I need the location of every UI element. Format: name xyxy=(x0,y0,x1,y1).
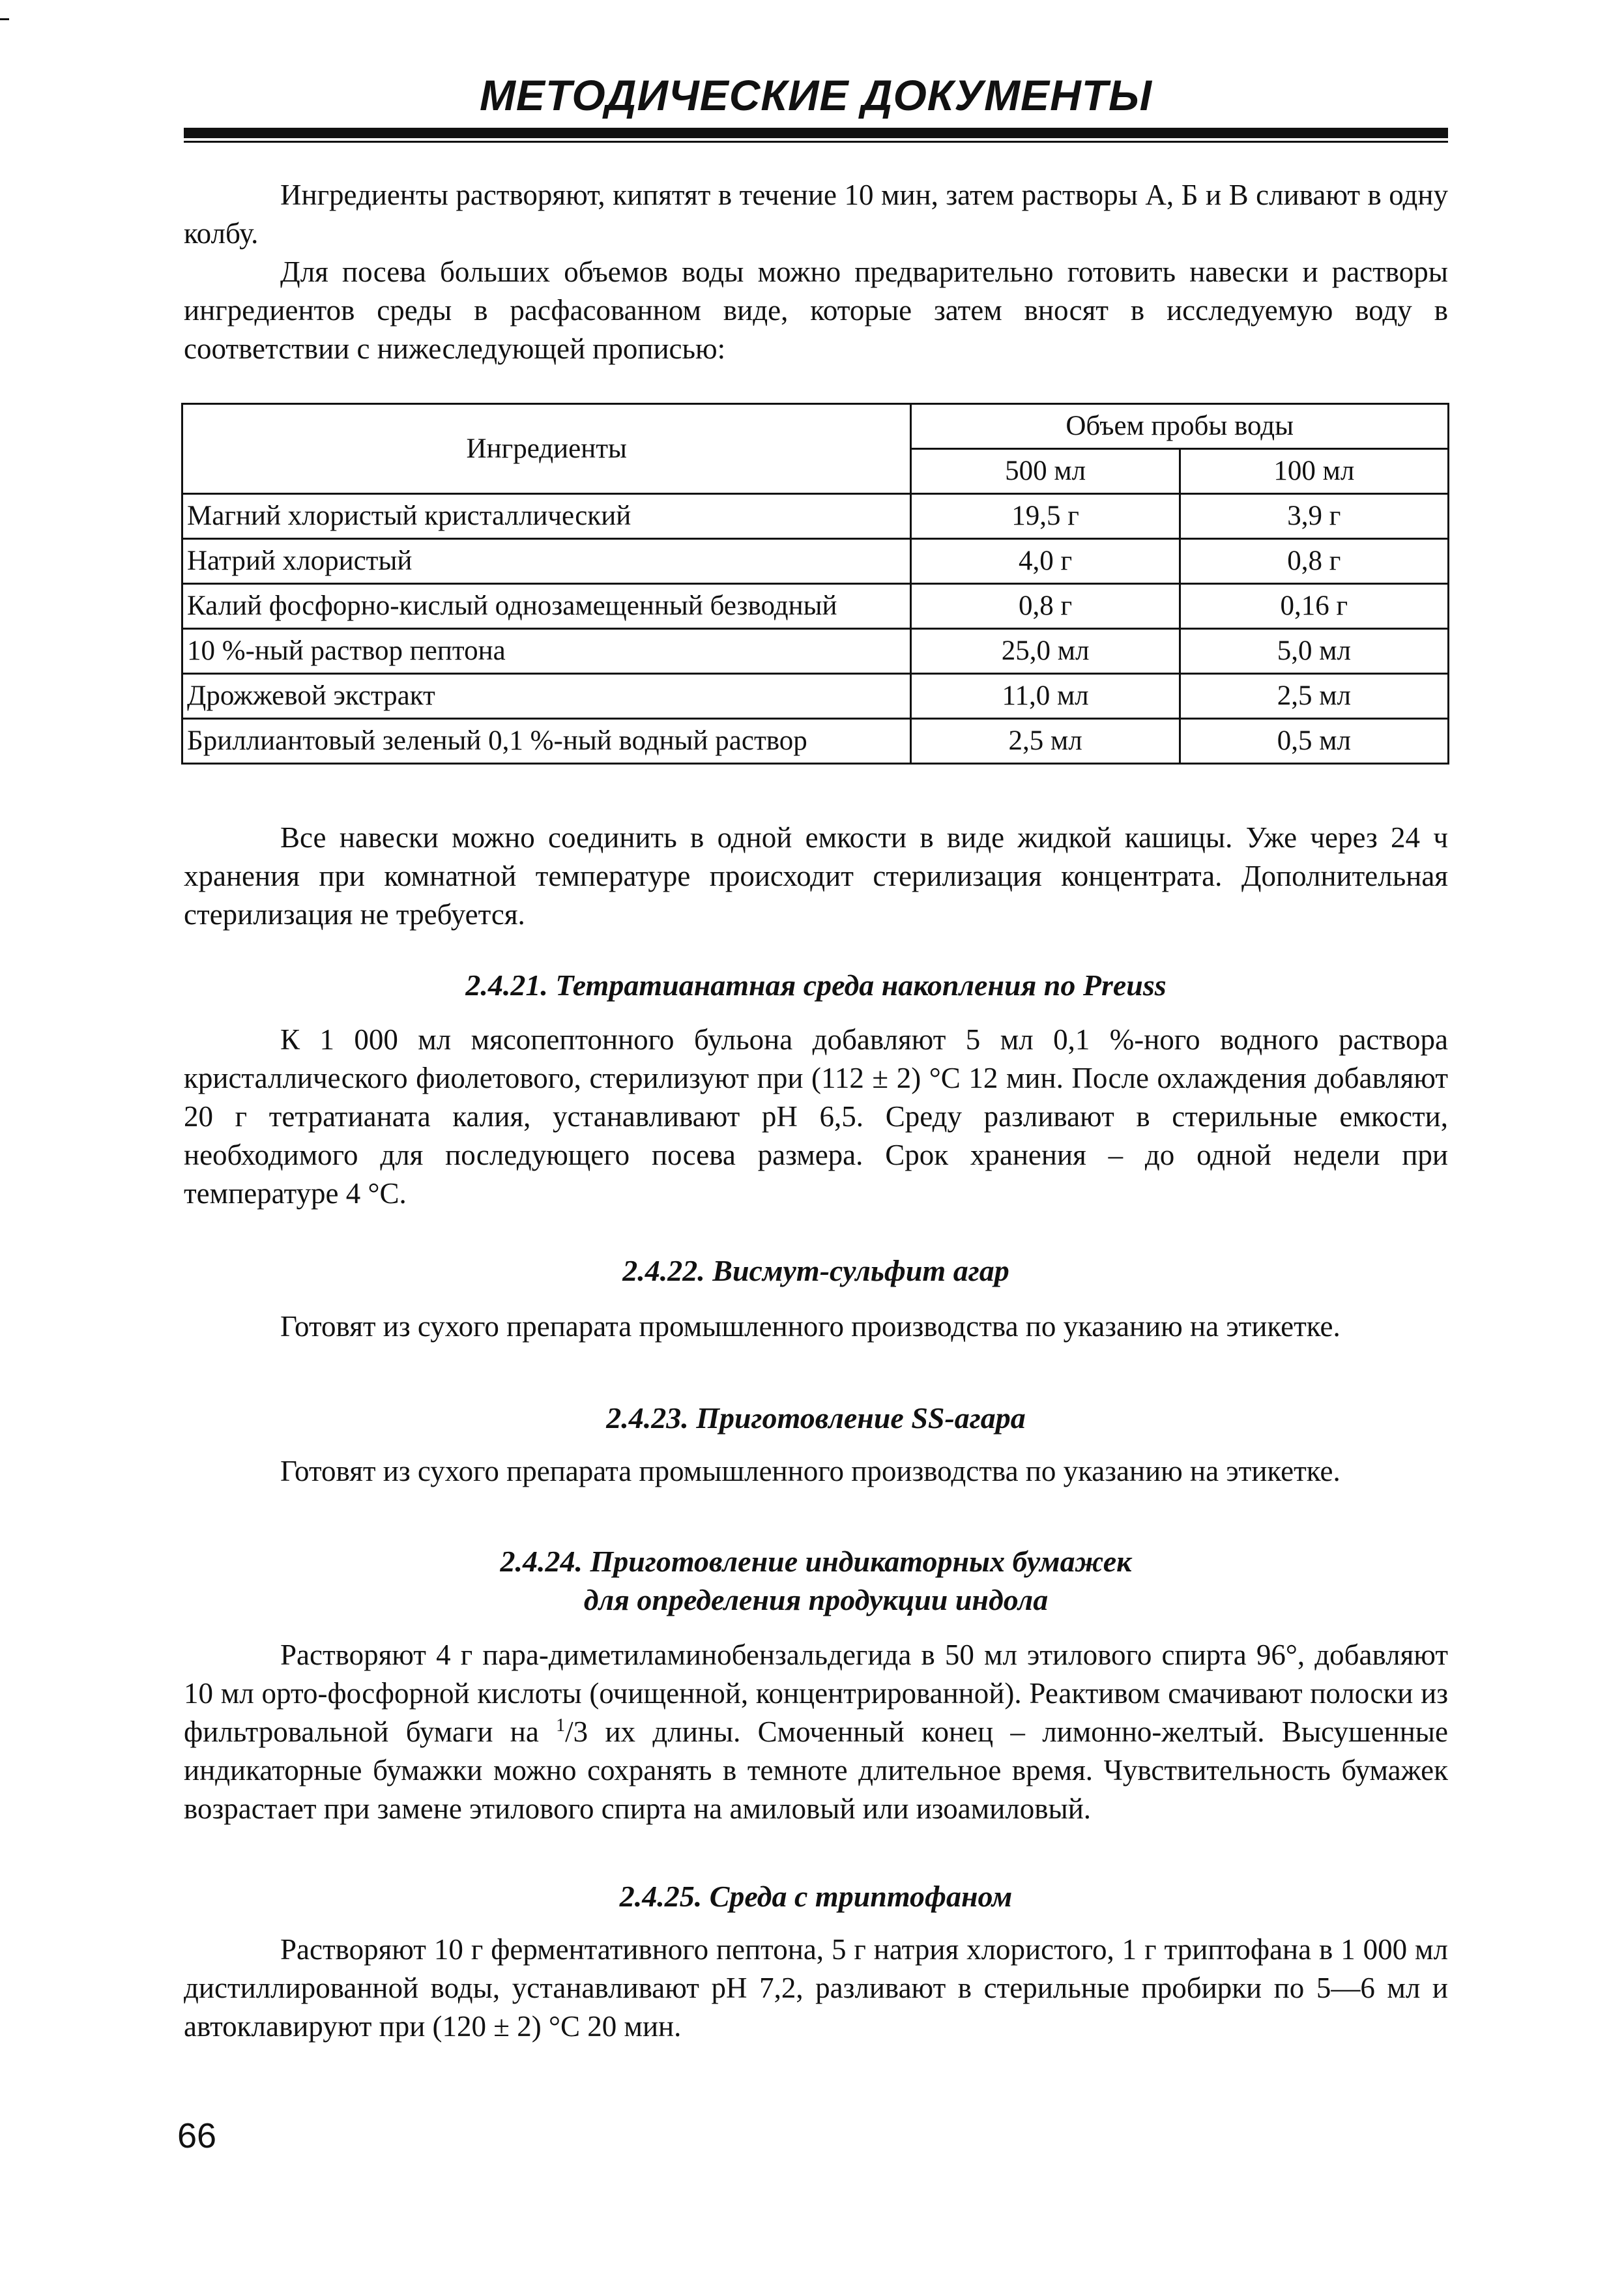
table-row xyxy=(182,584,1449,629)
section-2424-heading-line-2: для определения продукции индола xyxy=(583,1583,1049,1616)
section-2423-text xyxy=(184,1452,1448,1491)
header-rule-thin xyxy=(184,141,1448,143)
table-row xyxy=(182,539,1449,584)
header-100ml: 100 мл xyxy=(1180,449,1448,494)
header-500ml: 500 мл xyxy=(911,449,1180,494)
section-2421-heading: 2.4.21. Тетратианатная среда накопления по Preuss xyxy=(465,969,1167,1002)
table-row xyxy=(182,719,1449,764)
running-header: МЕТОДИЧЕСКИЕ ДОКУМЕНТЫ xyxy=(479,71,1153,119)
ingredient-100: 2,5 мл xyxy=(1180,674,1448,719)
ingredient-500: 25,0 мл xyxy=(911,629,1180,674)
header-rule-thick xyxy=(184,128,1448,138)
section-2425-paragraph: Растворяют 10 г ферментативного пептона, 5 г натрия хлористого, 1 г триптофана в 1 000 мл дистиллированной воды, устанавливают рН 7,2, разливают в стерильные пробирки по 5—6 мл и автоклавируют при (120 ± 2) °С 20 мин. xyxy=(184,1933,1448,2043)
section-2423-paragraph: Готовят из сухого препарата промышленного производства по указанию на этикетке. xyxy=(280,1455,1341,1487)
ingredient-name: 10 %-ный раствор пептона xyxy=(182,629,911,674)
ingredient-name: Магний хлористый кристаллический xyxy=(182,494,911,539)
ingredient-100: 0,16 г xyxy=(1180,584,1448,629)
ingredient-500: 2,5 мл xyxy=(911,719,1180,764)
intro-text xyxy=(184,176,1448,368)
ingredients-table xyxy=(181,403,1449,765)
section-2421-text xyxy=(184,1021,1448,1213)
section-2424-heading-line-1: 2.4.24. Приготовление индикаторных бумажек xyxy=(500,1545,1132,1578)
intro-paragraph-1: Ингредиенты растворяют, кипятят в течение 10 мин, затем растворы А, Б и В сливают в одну колбу. xyxy=(184,179,1448,250)
section-2422-paragraph: Готовят из сухого препарата промышленного производства по указанию на этикетке. xyxy=(280,1310,1341,1343)
ingredient-name: Калий фосфорно-кислый однозамещенный безводный xyxy=(182,584,911,629)
intro-paragraph-2: Для посева больших объемов воды можно предварительно готовить навески и растворы ингредиентов среды в расфасованном виде, которые затем вносят в исследуемую воду в соответствии с нижеследующей прописью: xyxy=(184,255,1448,365)
ingredient-100: 3,9 г xyxy=(1180,494,1448,539)
section-2422-heading: 2.4.22. Висмут-сульфит агар xyxy=(622,1254,1009,1287)
section-2424-text xyxy=(184,1636,1448,1828)
table-header-row xyxy=(182,404,1449,449)
section-2424-paragraph xyxy=(184,1636,1448,1828)
section-2424-text-a: Растворяют 4 г пара-диметиламинобензальдегида в 50 мл этилового спирта 96°, добавляют 10 мл орто-фосфорной кислоты (очищенной, концентрированной). Реактивом смачивают полоски из фильтровальной бумаги на xyxy=(184,1639,1448,1748)
section-2423-heading: 2.4.23. Приготовление SS-агара xyxy=(606,1401,1026,1435)
fraction-denominator: /3 xyxy=(565,1715,588,1748)
corner-mark xyxy=(0,18,9,20)
page-number: 66 xyxy=(177,2116,217,2155)
section-2421-paragraph: К 1 000 мл мясопептонного бульона добавляют 5 мл 0,1 %-ного водного раствора кристаллического фиолетового, стерилизуют при (112 ± 2) °С 12 мин. После охлаждения добавляют 20 г тетратианата калия, устанавливают рН 6,5. Среду разливают в стерильные емкости, необходимого для последующего посева размера. Срок хранения – до одной недели при температуре 4 °С. xyxy=(184,1023,1448,1210)
header-volume: Объем пробы воды xyxy=(911,404,1449,449)
ingredient-500: 0,8 г xyxy=(911,584,1180,629)
section-2425-text xyxy=(184,1931,1448,2046)
ingredient-100: 5,0 мл xyxy=(1180,629,1448,674)
ingredient-500: 4,0 г xyxy=(911,539,1180,584)
table-row xyxy=(182,494,1449,539)
ingredient-name: Дрожжевой экстракт xyxy=(182,674,911,719)
section-2424-text-b: их длины. Смоченный конец – лимонно-желтый. Высушенные индикаторные бумажки можно сохранять в темноте длительное время. Чувствительность бумажек возрастает при замене этилового спирта на амиловый или изоамиловый. xyxy=(184,1715,1448,1825)
ingredient-name: Бриллиантовый зеленый 0,1 %-ный водный раствор xyxy=(182,719,911,764)
ingredient-500: 11,0 мл xyxy=(911,674,1180,719)
section-2424-heading xyxy=(184,1542,1448,1619)
ingredient-500: 19,5 г xyxy=(911,494,1180,539)
ingredient-100: 0,5 мл xyxy=(1180,719,1448,764)
ingredient-name: Натрий хлористый xyxy=(182,539,911,584)
ingredient-100: 0,8 г xyxy=(1180,539,1448,584)
table-row xyxy=(182,674,1449,719)
section-2422-text xyxy=(184,1307,1448,1346)
section-2425-heading: 2.4.25. Среда с триптофаном xyxy=(619,1880,1013,1913)
after-table-paragraph: Все навески можно соединить в одной емкости в виде жидкой кашицы. Уже через 24 ч хранения при комнатной температуре происходит стерилизация концентрата. Дополнительная стерилизация не требуется. xyxy=(184,821,1448,931)
fraction-numerator: 1 xyxy=(556,1715,566,1736)
header-ingredients: Ингредиенты xyxy=(182,404,911,494)
after-table-text xyxy=(184,819,1448,934)
table-row xyxy=(182,629,1449,674)
